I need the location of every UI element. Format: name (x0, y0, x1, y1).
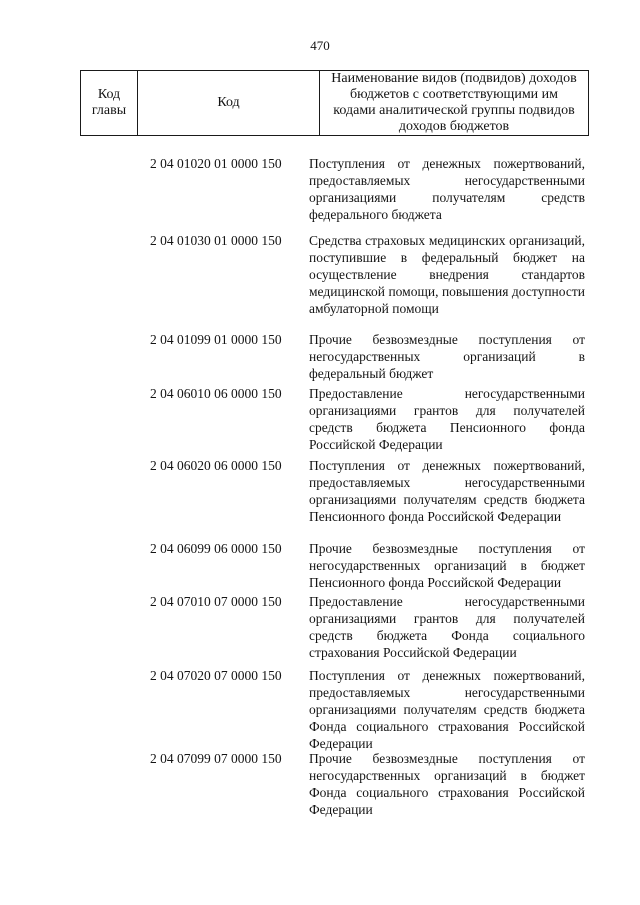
row-name: Поступления от денежных пожертвований, предоставляемых негосударственными организациями получателям средств бюджета Пенсионного фонда Российской Федерации (309, 458, 585, 524)
row-code: 2 04 01030 01 0000 150 (150, 233, 282, 248)
header-chapter-code: Код главы (81, 71, 138, 135)
row-code: 2 04 06099 06 0000 150 (150, 541, 282, 556)
row-code: 2 04 06020 06 0000 150 (150, 458, 282, 473)
row-name: Прочие безвозмездные поступления от негосударственных организаций в бюджет Фонда социального страхования Российской Федерации (309, 751, 585, 817)
row-name: Предоставление негосударственными организациями грантов для получателей средств бюджета Фонда социального страхования Российской Федерации (309, 594, 585, 660)
row-name: Средства страховых медицинских организаций, поступившие в федеральный бюджет на осуществление внедрения стандартов медицинской помощи, повышения доступности амбулаторной помощи (309, 233, 585, 316)
row-code: 2 04 01099 01 0000 150 (150, 332, 282, 347)
row-code: 2 04 07010 07 0000 150 (150, 594, 282, 609)
page-number: 470 (310, 38, 330, 53)
row-code: 2 04 01020 01 0000 150 (150, 156, 282, 171)
row-name: Предоставление негосударственными организациями грантов для получателей средств бюджета Пенсионного фонда Российской Федерации (309, 386, 585, 452)
row-name: Поступления от денежных пожертвований, предоставляемых негосударственными организациями получателям средств бюджета Фонда социального страхования Российской Федерации (309, 668, 585, 751)
row-code: 2 04 07020 07 0000 150 (150, 668, 282, 683)
row-code: 2 04 06010 06 0000 150 (150, 386, 282, 401)
row-name: Поступления от денежных пожертвований, предоставляемых негосударственными организациями получателям средств федерального бюджета (309, 156, 585, 222)
header-name: Наименование видов (подвидов) доходов бюджетов с соответствующими им кодами аналитической группы подвидов доходов бюджетов (331, 71, 577, 134)
row-code: 2 04 07099 07 0000 150 (150, 751, 282, 766)
header-code: Код (138, 71, 320, 135)
row-name: Прочие безвозмездные поступления от негосударственных организаций в федеральный бюджет (309, 332, 585, 381)
row-name: Прочие безвозмездные поступления от негосударственных организаций в бюджет Пенсионного фонда Российской Федерации (309, 541, 585, 590)
